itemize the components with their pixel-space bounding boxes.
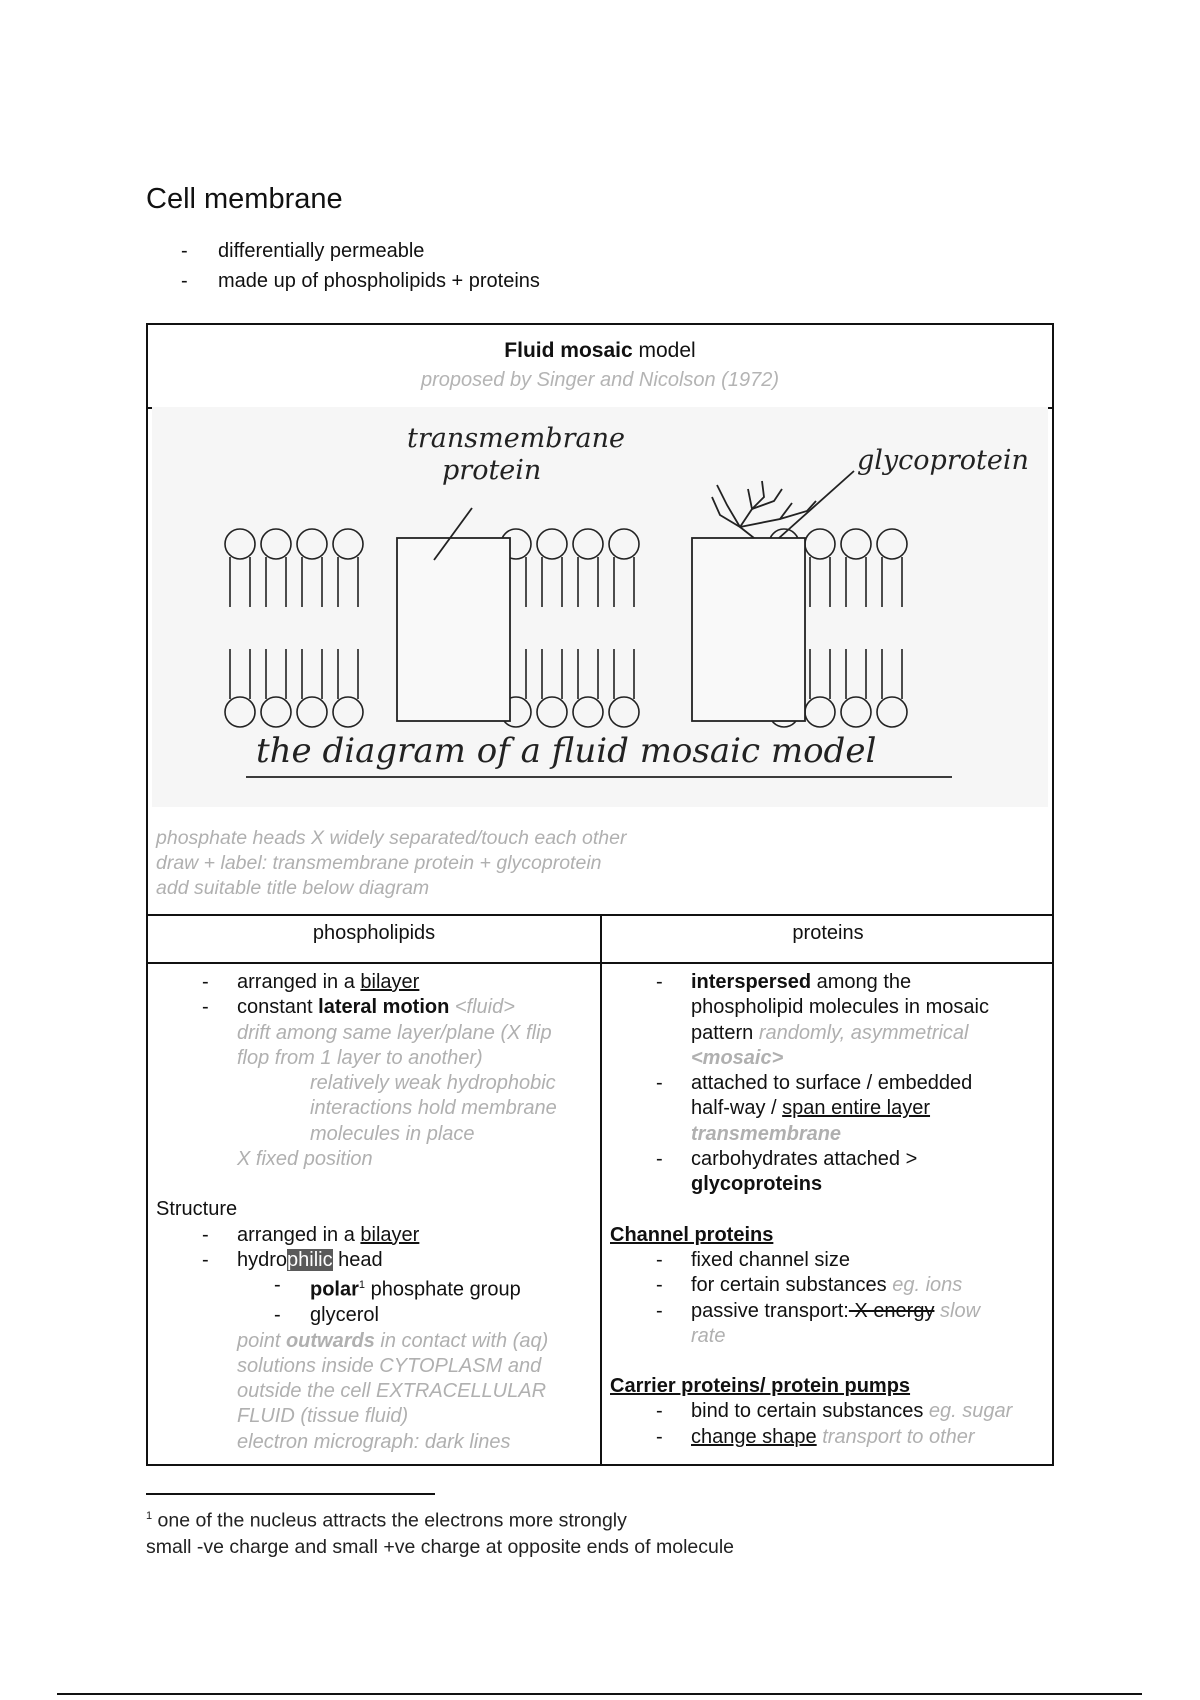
note-line: add suitable title below diagram (156, 877, 430, 899)
list-item: - interspersed among the (610, 970, 1050, 995)
phospholipids-header: phospholipids (312, 922, 436, 944)
channel-proteins-heading: Channel proteins (610, 1223, 774, 1246)
list-item: - change shape transport to other (610, 1425, 1050, 1450)
text-line: pattern randomly, asymmetrical (691, 1021, 969, 1044)
list-item: - passive transport: X energy slow (610, 1299, 1050, 1324)
diagram-caption: the diagram of a fluid mosaic model (256, 731, 877, 771)
proteins-cell (610, 970, 1050, 1450)
divider (148, 962, 1052, 964)
note-line: draw + label: transmembrane protein + glycoprotein (156, 852, 602, 874)
model-title-bold: Fluid mosaic (504, 339, 633, 362)
column-divider (600, 914, 602, 1466)
model-title (148, 339, 1052, 363)
label-protein: protein (442, 455, 542, 486)
note-line: molecules in place (310, 1122, 475, 1145)
list-item: - hydrophilic head (156, 1248, 596, 1273)
model-title-rest: model (632, 339, 696, 362)
structure-heading: Structure (156, 1198, 238, 1221)
note-line: phosphate heads X widely separated/touch each other (156, 827, 627, 849)
page-title: Cell membrane (146, 183, 343, 215)
note-line: flop from 1 layer to another) (237, 1046, 483, 1069)
list-item: - arranged in a bilayer (156, 970, 596, 995)
list-item: - attached to surface / embedded (610, 1071, 1050, 1096)
note-line: rate (691, 1324, 726, 1347)
text-line: half-way / span entire layer (691, 1097, 931, 1120)
text-line: glycoproteins (691, 1173, 823, 1196)
proteins-header: proteins (792, 922, 864, 944)
footnote (146, 1503, 734, 1560)
list-item: - carbohydrates attached > (610, 1147, 1050, 1172)
list-item: - polar$^1$ phosphate group (156, 1273, 596, 1303)
model-subtitle: proposed by Singer and Nicolson (1972) (421, 369, 779, 391)
footnote-line: $^1$ one of the nucleus attracts the electrons more strongly (146, 1509, 627, 1532)
note-line: <mosaic> (691, 1046, 784, 1069)
note-line: FLUID (tissue fluid) (237, 1405, 409, 1428)
list-item: - fixed channel size (610, 1248, 1050, 1273)
list-item: - made up of phospholipids + proteins (146, 266, 540, 296)
note-line: outside the cell EXTRACELLULAR (237, 1380, 547, 1403)
footnote-rule (146, 1493, 435, 1495)
list-item: - arranged in a bilayer (156, 1223, 596, 1248)
note-line: point outwards in contact with (aq) (237, 1329, 549, 1352)
fluid-mosaic-table (146, 323, 1054, 1466)
label-transmembrane: transmembrane (407, 423, 625, 454)
footnote-line: small -ve charge and small +ve charge at opposite ends of molecule (146, 1535, 735, 1558)
label-glycoprotein: glycoprotein (857, 445, 1029, 476)
list-item: - for certain substances eg. ions (610, 1273, 1050, 1298)
page-bottom-rule (57, 1693, 1142, 1695)
note-line: solutions inside CYTOPLASM and (237, 1354, 542, 1377)
phospholipids-cell (156, 970, 596, 1455)
glycoprotein (692, 538, 805, 721)
carrier-proteins-heading: Carrier proteins/ protein pumps (610, 1375, 911, 1398)
fluid-mosaic-diagram (152, 407, 1048, 807)
intro-list (146, 236, 540, 296)
list-item: - constant lateral motion <fluid> (156, 995, 596, 1020)
note-line: drift among same layer/plane (X flip (237, 1021, 552, 1044)
note-line: transmembrane (691, 1122, 842, 1145)
text-line: phospholipid molecules in mosaic (691, 996, 989, 1019)
note-line: electron micrograph: dark lines (237, 1430, 511, 1453)
note-line: interactions hold membrane (310, 1097, 557, 1120)
note-line: X fixed position (237, 1148, 373, 1171)
list-item: - bind to certain substances eg. sugar (610, 1399, 1050, 1424)
transmembrane-protein (397, 538, 510, 721)
note-line: relatively weak hydrophobic (310, 1072, 556, 1095)
model-notes (156, 826, 627, 901)
list-item: - differentially permeable (146, 236, 540, 266)
list-item: - glycerol (156, 1303, 596, 1328)
